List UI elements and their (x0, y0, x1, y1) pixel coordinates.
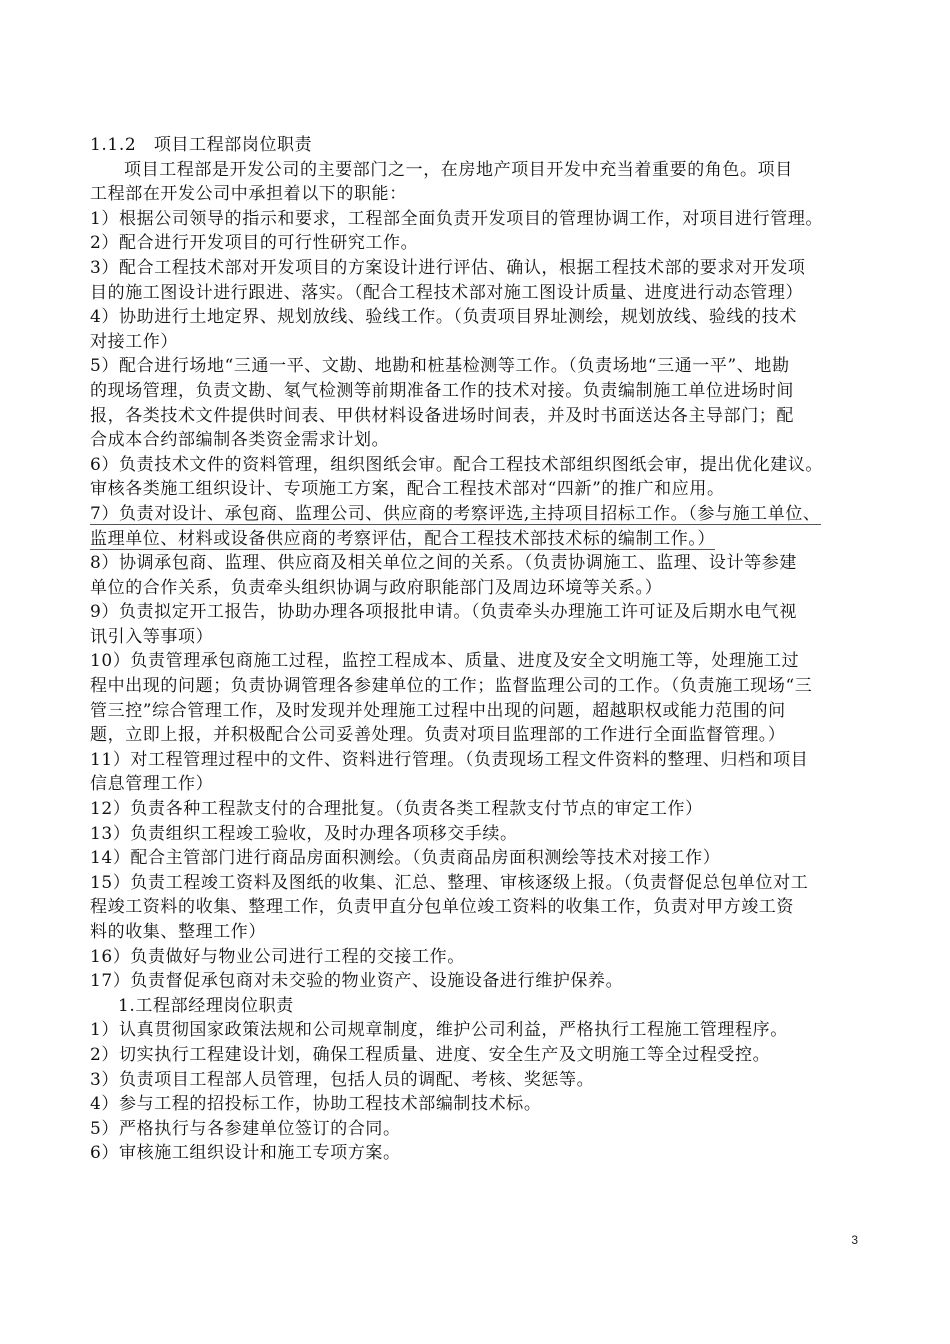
text-line (90, 945, 865, 970)
line-text: 10）负责管理承包商施工过程，监控工程成本、质量、进度及安全文明施工等，处理施工过 (90, 651, 800, 672)
text-line (90, 600, 865, 625)
line-text: 1.1.2 项目工程部岗位职责 (90, 135, 313, 155)
line-text: 对接工作） (90, 331, 178, 352)
text-line (90, 1068, 865, 1093)
page-number: 3 (851, 1233, 858, 1247)
text-line (90, 551, 865, 576)
text-line (90, 453, 865, 478)
text-line (90, 797, 865, 822)
line-text: 1.工程部经理岗位职责 (118, 995, 294, 1016)
text-line (90, 1092, 865, 1117)
line-text: 题，立即上报，并积极配合公司妥善处理。负责对项目监理部的工作进行全面监督管理。） (90, 725, 786, 746)
text-line (90, 305, 865, 330)
line-text: 目的施工图设计进行跟进、落实。（配合工程技术部对施工图设计质量、进度进行动态管理） (90, 282, 804, 303)
line-text: 13）负责组织工程竣工验收，及时办理各项移交手续。 (90, 823, 518, 844)
text-line (90, 625, 865, 650)
text-line (90, 723, 865, 748)
line-text: 1）认真贯彻国家政策法规和公司规章制度，维护公司利益，严格执行工程施工管理程序。 (90, 1020, 788, 1041)
line-text: 程竣工资料的收集、整理工作，负责甲直分包单位竣工资料的收集工作，负责对甲方竣工资 (90, 897, 794, 918)
text-line (90, 822, 865, 847)
text-line (90, 1141, 865, 1166)
text-line (90, 1018, 865, 1043)
line-text: 12）负责各种工程款支付的合理批复。（负责各类工程款支付节点的审定工作） (90, 799, 703, 820)
line-text: 单位的合作关系，负责牵头组织协调与政府职能部门及周边环境等关系。） (90, 577, 663, 598)
text-line (90, 699, 865, 724)
line-text: 3）配合工程技术部对开发项目的方案设计进行评估、确认，根据工程技术部的要求对开发项 (90, 257, 806, 278)
line-text: 5）配合进行场地“三通一平、文勘、地勘和桩基检测等工作。（负责场地“三通一平”、地勘 (90, 356, 790, 377)
line-text: 4）协助进行土地定界、规划放线、验线工作。（负责项目界址测绘，规划放线、验线的技术 (90, 307, 797, 328)
text-line (90, 895, 865, 920)
line-text: 2）配合进行开发项目的可行性研究工作。 (90, 233, 419, 254)
line-text: 16）负责做好与物业公司进行工程的交接工作。 (90, 946, 465, 967)
line-text: 合成本合约部编制各类资金需求计划。 (90, 430, 390, 451)
line-text: 项目工程部是开发公司的主要部门之一，在房地产项目开发中充当着重要的角色。项目 (124, 159, 793, 180)
text-line (90, 133, 865, 158)
line-text: 6）负责技术文件的资料管理，组织图纸会审。配合工程技术部组织图纸会审，提出优化建议。 (90, 454, 824, 475)
line-text: 审核各类施工组织设计、专项施工方案，配合工程技术部对“四新”的推广和应用。 (90, 479, 725, 500)
line-text: 讯引入等事项） (90, 626, 214, 647)
line-text: 2）切实执行工程建设计划，确保工程质量、进度、安全生产及文明施工等全过程受控。 (90, 1044, 771, 1065)
line-text: 报，各类技术文件提供时间表、甲供材料设备进场时间表，并及时书面送达各主导部门；配 (90, 405, 794, 426)
text-line (90, 404, 865, 429)
line-text: 4）参与工程的招投标工作，协助工程技术部编制技术标。 (90, 1094, 542, 1115)
text-line (90, 649, 865, 674)
text-line (90, 330, 865, 355)
line-text: 3）负责项目工程部人员管理，包括人员的调配、考核、奖惩等。 (90, 1069, 595, 1090)
line-text: 工程部在开发公司中承担着以下的职能： (90, 184, 407, 205)
line-text: 管三控”综合管理工作，及时发现并处理施工过程中出现的问题，超越职权或能力范围的问 (90, 700, 786, 721)
text-line (90, 354, 865, 379)
text-line (90, 182, 865, 207)
text-line (90, 1043, 865, 1068)
line-text: 5）严格执行与各参建单位签订的合同。 (90, 1118, 401, 1139)
line-text: 8）协调承包商、监理、供应商及相关单位之间的关系。（负责协调施工、监理、设计等参建 (90, 553, 797, 574)
line-text: 6）审核施工组织设计和施工专项方案。 (90, 1143, 401, 1164)
text-line (90, 158, 865, 183)
text-line (90, 772, 865, 797)
text-line (90, 994, 865, 1019)
text-line (90, 871, 865, 896)
line-text: 料的收集、整理工作） (90, 922, 266, 942)
line-text: 17）负责督促承包商对未交验的物业资产、设施设备进行维护保养。 (90, 971, 624, 992)
text-line (90, 846, 865, 871)
line-text: 1）根据公司领导的指示和要求，工程部全面负责开发项目的管理协调工作，对项目进行管理。 (90, 208, 824, 229)
line-text: 11）对工程管理过程中的文件、资料进行管理。（负责现场工程文件资料的整理、归档和项目 (90, 749, 809, 770)
text-line (90, 527, 865, 552)
text-line (90, 748, 865, 773)
text-line (90, 428, 865, 453)
line-text: 14）配合主管部门进行商品房面积测绘。（负责商品房面积测绘等技术对接工作） (90, 848, 721, 869)
line-text: 信息管理工作） (90, 774, 214, 795)
text-line (90, 674, 865, 699)
text-line (90, 1117, 865, 1142)
line-text: 15）负责工程竣工资料及图纸的收集、汇总、整理、审核逐级上报。（负责督促总包单位对工 (90, 872, 809, 893)
text-line (90, 477, 865, 502)
line-text: 监理单位、材料或设备供应商的考察评估，配合工程技术部技术标的编制工作。） (90, 528, 716, 549)
text-line (90, 576, 865, 601)
text-line (90, 920, 865, 945)
text-line (90, 207, 865, 232)
text-line (90, 231, 865, 256)
text-line (90, 281, 865, 306)
line-text: 9）负责拟定开工报告，协助办理各项报批申请。（负责牵头办理施工许可证及后期水电气视 (90, 602, 797, 623)
line-text: 的现场管理，负责文勘、氡气检测等前期准备工作的技术对接。负责编制施工单位进场时间 (90, 380, 794, 401)
text-line (90, 969, 865, 994)
text-line (90, 379, 865, 404)
line-text: 7）负责对设计、承包商、监理公司、供应商的考察评选,主持项目招标工作。（参与施工单位、 (90, 503, 821, 524)
text-line (90, 256, 865, 281)
document-body (90, 133, 865, 1166)
line-text: 程中出现的问题；负责协调管理各参建单位的工作；监督监理公司的工作。（负责施工现场“三 (90, 676, 813, 697)
text-line (90, 502, 865, 527)
